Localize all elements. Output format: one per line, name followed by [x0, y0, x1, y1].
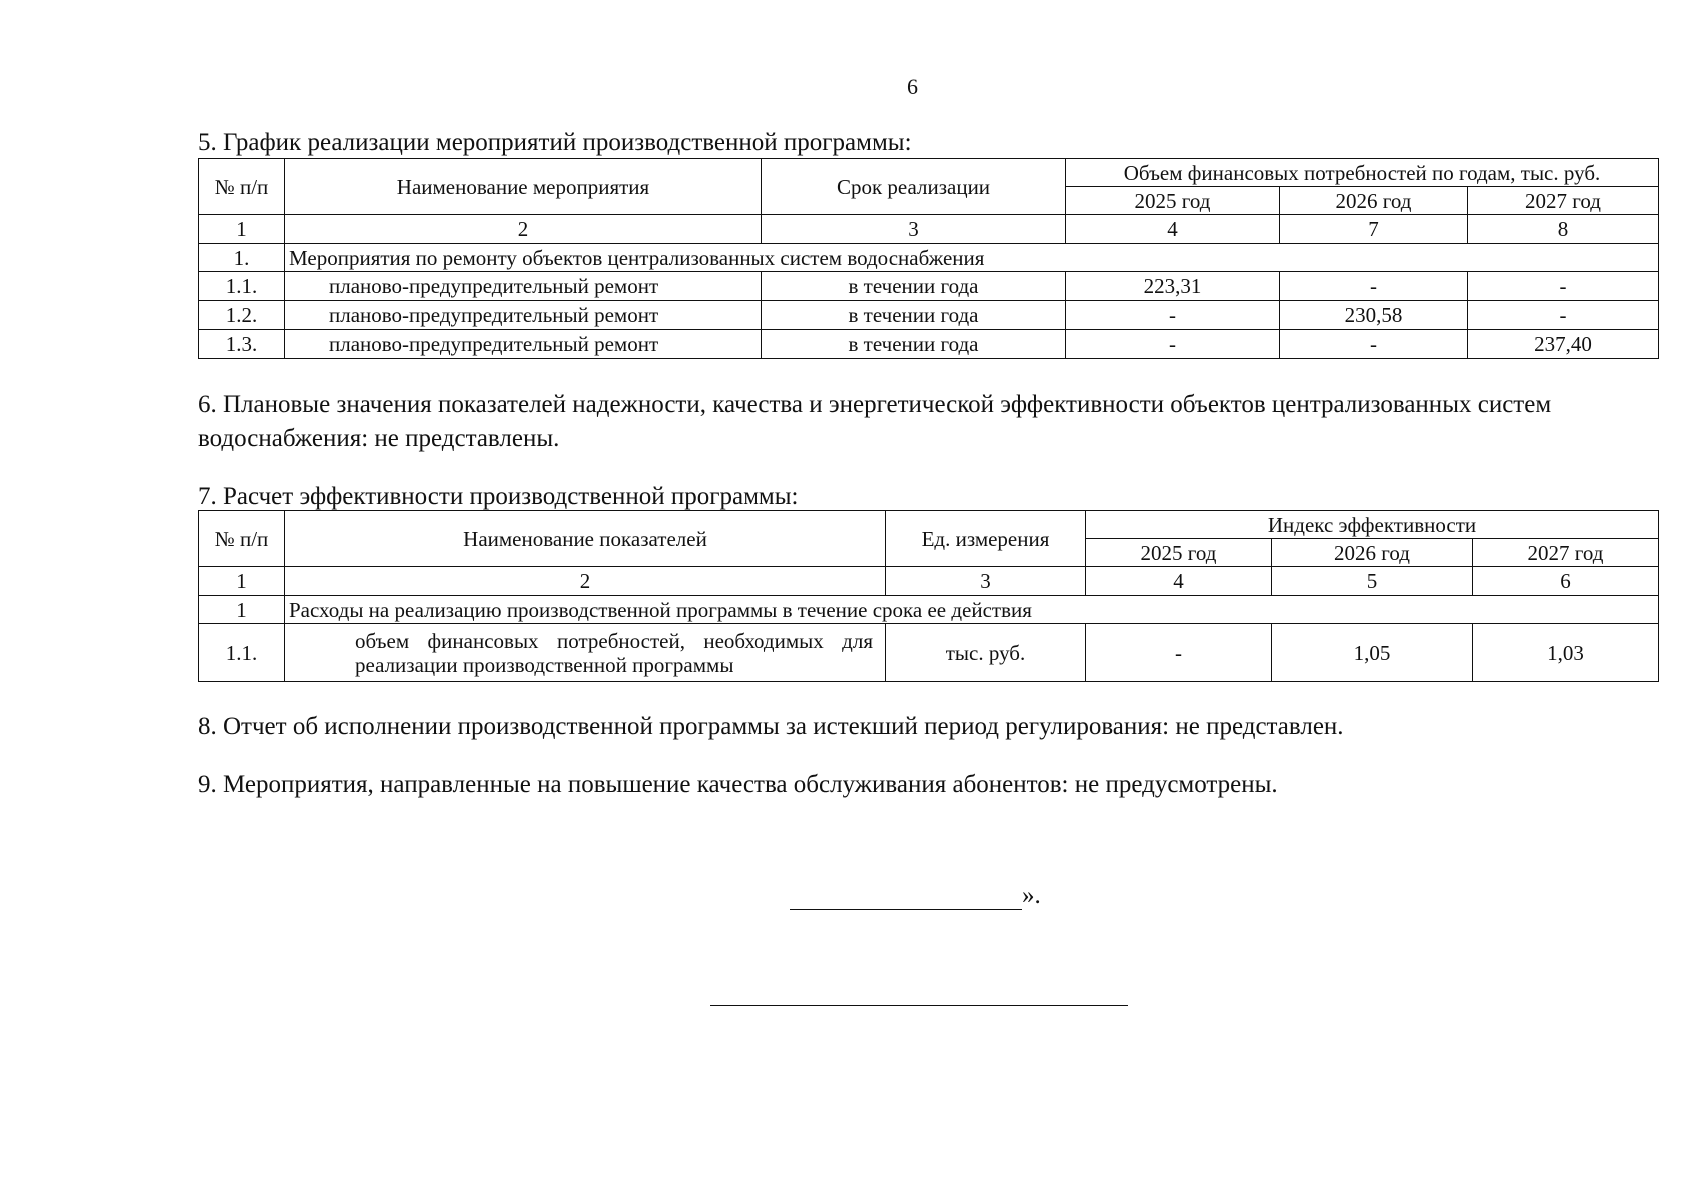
section-9-text: 9. Мероприятия, направленные на повышение качества обслуживания абонентов: не предусмотрены. [198, 771, 1278, 798]
column-number: 2 [285, 567, 886, 596]
row-num: 1.1. [199, 272, 285, 301]
row-num: 1.3. [199, 330, 285, 359]
column-number: 4 [1086, 567, 1272, 596]
column-number: 3 [762, 215, 1066, 244]
header-indicator-name: Наименование показателей [285, 511, 886, 567]
table-row [199, 301, 1659, 330]
bottom-rule [710, 1005, 1128, 1006]
row-value-2027: 1,03 [1473, 624, 1659, 682]
row-term: в течении года [762, 272, 1066, 301]
header-num: № п/п [199, 511, 285, 567]
group-num: 1. [199, 244, 285, 272]
group-row [199, 244, 1659, 272]
row-value-2026: 230,58 [1280, 301, 1468, 330]
column-number: 6 [1473, 567, 1659, 596]
column-numbers-row [199, 567, 1659, 596]
row-name: планово-предупредительный ремонт [285, 330, 762, 359]
row-value-2025: - [1066, 330, 1280, 359]
section-6-text: 6. Плановые значения показателей надежности, качества и энергетической эффективности объектов централизованных систем водоснабжения: не представлены. [198, 391, 1552, 452]
section-5-heading: 5. График реализации мероприятий производственной программы: [198, 129, 912, 156]
closing-mark [790, 882, 1041, 910]
row-value-2026: - [1280, 272, 1468, 301]
header-event-name: Наименование мероприятия [285, 159, 762, 215]
header-unit: Ед. измерения [886, 511, 1086, 567]
header-year-2026: 2026 год [1280, 187, 1468, 215]
group-row [199, 596, 1659, 624]
column-number: 2 [285, 215, 762, 244]
header-year-2027: 2027 год [1468, 187, 1659, 215]
row-value-2025: - [1066, 301, 1280, 330]
row-indicator-name: объем финансовых потребностей, необходимых для реализации производственной программы [285, 624, 886, 682]
header-term: Срок реализации [762, 159, 1066, 215]
row-value-2025: 223,31 [1066, 272, 1280, 301]
row-num: 1.2. [199, 301, 285, 330]
row-value-2027: - [1468, 272, 1659, 301]
efficiency-calculation-table [198, 510, 1659, 682]
header-num: № п/п [199, 159, 285, 215]
row-value-2026: - [1280, 330, 1468, 359]
column-number: 4 [1066, 215, 1280, 244]
header-efficiency-index: Индекс эффективности [1086, 511, 1659, 539]
group-title: Мероприятия по ремонту объектов централизованных систем водоснабжения [285, 244, 1659, 272]
column-number: 8 [1468, 215, 1659, 244]
header-financial-volume: Объем финансовых потребностей по годам, тыс. руб. [1066, 159, 1659, 187]
column-number: 1 [199, 567, 285, 596]
row-term: в течении года [762, 301, 1066, 330]
table-row [199, 624, 1659, 682]
group-title: Расходы на реализацию производственной программы в течение срока ее действия [285, 596, 1659, 624]
column-number: 1 [199, 215, 285, 244]
header-year-2025: 2025 год [1086, 539, 1272, 567]
closing-underline [790, 887, 1022, 910]
table-row [199, 330, 1659, 359]
row-value-2025: - [1086, 624, 1272, 682]
header-year-2027: 2027 год [1473, 539, 1659, 567]
column-number: 5 [1272, 567, 1473, 596]
row-unit: тыс. руб. [886, 624, 1086, 682]
implementation-schedule-table [198, 158, 1659, 359]
section-7-heading: 7. Расчет эффективности производственной программы: [198, 483, 799, 510]
row-term: в течении года [762, 330, 1066, 359]
row-num: 1.1. [199, 624, 285, 682]
table-row [199, 272, 1659, 301]
section-8-text: 8. Отчет об исполнении производственной программы за истекший период регулирования: не представлен. [198, 713, 1344, 740]
header-year-2026: 2026 год [1272, 539, 1473, 567]
page-number: 6 [907, 74, 918, 99]
column-numbers-row [199, 215, 1659, 244]
header-year-2025: 2025 год [1066, 187, 1280, 215]
row-value-2027: - [1468, 301, 1659, 330]
group-num: 1 [199, 596, 285, 624]
column-number: 7 [1280, 215, 1468, 244]
row-name: планово-предупредительный ремонт [285, 301, 762, 330]
column-number: 3 [886, 567, 1086, 596]
row-name: планово-предупредительный ремонт [285, 272, 762, 301]
row-value-2026: 1,05 [1272, 624, 1473, 682]
closing-quote: ». [1022, 882, 1041, 909]
row-value-2027: 237,40 [1468, 330, 1659, 359]
